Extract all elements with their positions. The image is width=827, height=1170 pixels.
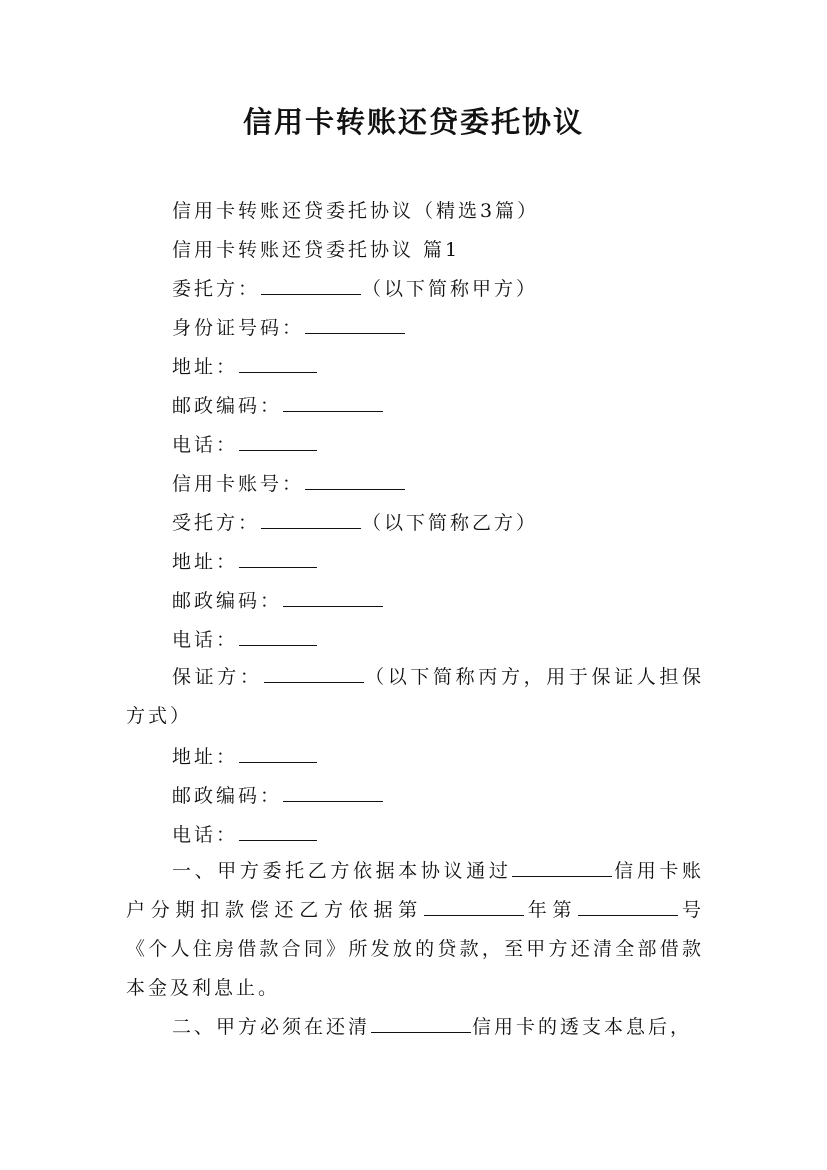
blank-field[interactable] xyxy=(239,449,317,451)
postcode-line xyxy=(172,787,384,806)
blank-field[interactable] xyxy=(239,566,317,568)
blank-field[interactable] xyxy=(261,527,361,529)
clause-text: 一、甲方委托乙方依据本协议通过 xyxy=(172,860,512,882)
guarantor-paragraph xyxy=(126,658,704,736)
blank-field[interactable] xyxy=(512,875,612,877)
document-title: 信用卡转账还贷委托协议 xyxy=(242,105,584,139)
blank-field[interactable] xyxy=(261,293,361,295)
entrusting-party-line xyxy=(172,280,538,299)
trustee-line xyxy=(172,514,538,533)
postcode-line xyxy=(172,397,384,416)
blank-field[interactable] xyxy=(239,761,317,763)
address-line xyxy=(172,358,318,377)
phone-label: 电话： xyxy=(172,434,239,456)
blank-field[interactable] xyxy=(283,605,383,607)
address-line xyxy=(172,748,318,767)
blank-field[interactable] xyxy=(305,332,405,334)
blank-field[interactable] xyxy=(371,1031,471,1033)
blank-field[interactable] xyxy=(239,839,317,841)
blank-field[interactable] xyxy=(578,914,678,916)
phone-label: 电话： xyxy=(172,824,239,846)
address-label: 地址： xyxy=(172,746,239,768)
clause-one-paragraph xyxy=(126,852,704,1008)
id-number-label: 身份证号码： xyxy=(172,317,305,339)
guarantor-suffix: （以下简称丙方，用于保证人担保方式） xyxy=(126,666,704,727)
phone-line xyxy=(172,826,318,845)
trustee-suffix: （以下简称乙方） xyxy=(362,512,539,534)
card-number-label: 信用卡账号： xyxy=(172,473,305,495)
phone-label: 电话： xyxy=(172,629,239,651)
entrusting-party-suffix: （以下简称甲方） xyxy=(362,278,539,300)
clause-text: 二、甲方必须在还清 xyxy=(172,1016,371,1038)
trustee-label: 受托方： xyxy=(172,512,261,534)
clause-two-paragraph xyxy=(126,1008,704,1047)
address-label: 地址： xyxy=(172,551,239,573)
clause-text: 信用卡的透支本息后， xyxy=(472,1016,693,1038)
guarantor-label: 保证方： xyxy=(172,666,263,688)
clause-text: 号《个人住房借款合同》所发放的贷款，至甲方还清全部借款本金及利息止。 xyxy=(126,899,704,999)
address-label: 地址： xyxy=(172,356,239,378)
entrusting-party-label: 委托方： xyxy=(172,278,261,300)
postcode-label: 邮政编码： xyxy=(172,785,283,807)
phone-line xyxy=(172,436,318,455)
blank-field[interactable] xyxy=(239,371,317,373)
address-line xyxy=(172,553,318,572)
blank-field[interactable] xyxy=(283,410,383,412)
blank-field[interactable] xyxy=(283,800,383,802)
section-heading: 信用卡转账还贷委托协议 篇1 xyxy=(172,239,461,261)
id-number-line xyxy=(172,319,406,338)
blank-field[interactable] xyxy=(305,488,405,490)
card-number-line xyxy=(172,475,406,494)
postcode-label: 邮政编码： xyxy=(172,395,283,417)
phone-line xyxy=(172,631,318,650)
postcode-line xyxy=(172,592,384,611)
blank-field[interactable] xyxy=(264,681,364,683)
blank-field[interactable] xyxy=(239,644,317,646)
clause-text: 信用卡账户分期扣款偿还乙方依据第 xyxy=(126,860,704,921)
clause-text: 年第 xyxy=(524,899,578,921)
blank-field[interactable] xyxy=(424,914,524,916)
postcode-label: 邮政编码： xyxy=(172,590,283,612)
subtitle-line: 信用卡转账还贷委托协议（精选3篇） xyxy=(172,200,540,222)
